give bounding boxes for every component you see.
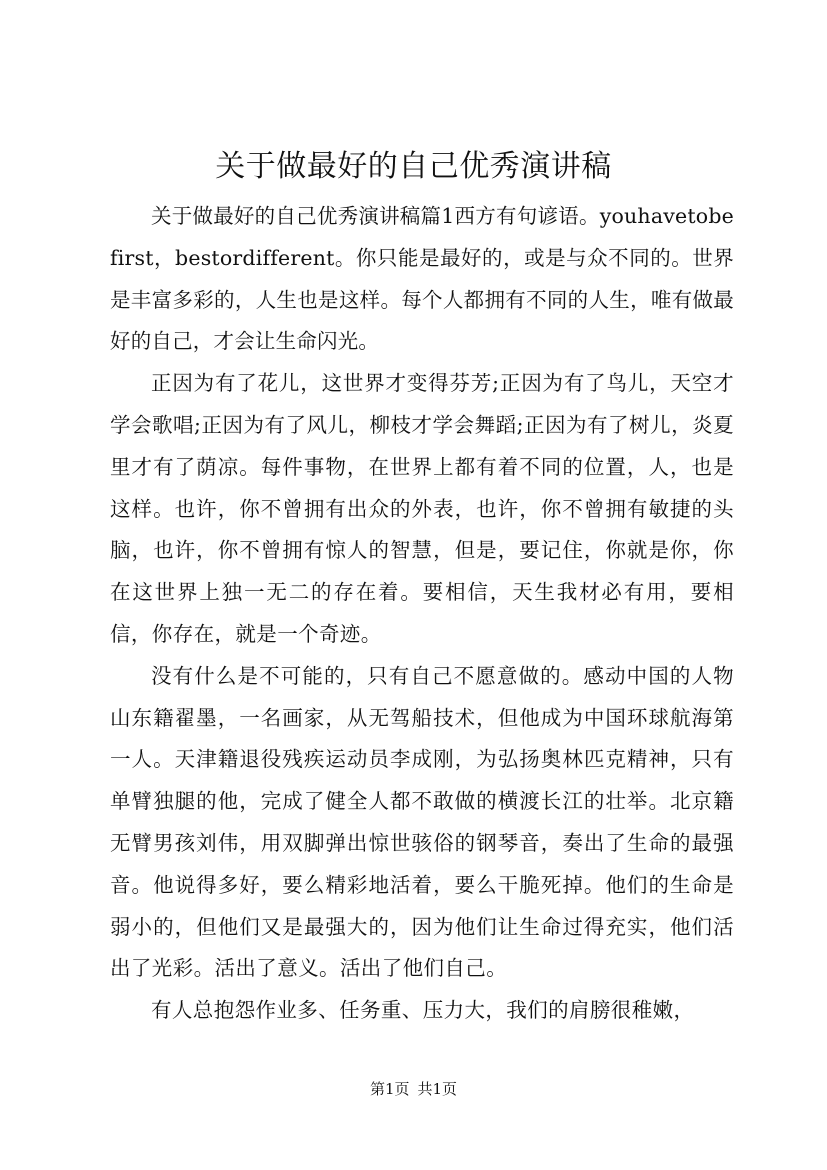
paragraph-4: 有人总抱怨作业多、任务重、压力大，我们的肩膀很稚嫩， (151, 998, 695, 1023)
document-title: 关于做最好的自己优秀演讲稿 (215, 149, 612, 184)
paragraph-2: 正因为有了花儿，这世界才变得芬芳;正因为有了鸟儿，天空才学会歌唱;正因为有了风儿，柳枝才学会舞蹈;正因为有了树儿，炎夏里才有了荫凉。每件事物，在世界上都有着不同的位置，人，也是这样。也许，你不曾拥有出众的外表，也许，你不曾拥有敏捷的头脑，也许，你不曾拥有惊人的智慧，但是，要记住，你就是你，你在这世界上独一无二的存在着。要相信，天生我材必有用，要相信，你存在，就是一个奇迹。 (110, 371, 734, 646)
document-body (110, 196, 734, 1032)
page-footer (0, 1079, 827, 1099)
page-number: 第1页 (369, 1080, 410, 1098)
paragraph-3: 没有什么是不可能的，只有自己不愿意做的。感动中国的人物山东籍翟墨，一名画家，从无驾船技术，但他成为中国环球航海第一人。天津籍退役残疾运动员李成刚，为弘扬奥林匹克精神，只有单臂独腿的他，完成了健全人都不敢做的横渡长江的壮举。北京籍无臂男孩刘伟，用双脚弹出惊世骇俗的钢琴音，奏出了生命的最强音。他说得多好，要么精彩地活着，要么干脆死掉。他们的生命是弱小的，但他们又是最强大的，因为他们让生命过得充实，他们活出了光彩。活出了意义。活出了他们自己。 (110, 663, 734, 981)
paragraph-1: 关于做最好的自己优秀演讲稿篇1西方有句谚语。youhavetobefirst，bestordifferent。你只能是最好的，或是与众不同的。世界是丰富多彩的，人生也是这样。每个人都拥有不同的人生，唯有做最好的自己，才会让生命闪光。 (110, 204, 734, 354)
page-total: 共1页 (417, 1080, 458, 1098)
